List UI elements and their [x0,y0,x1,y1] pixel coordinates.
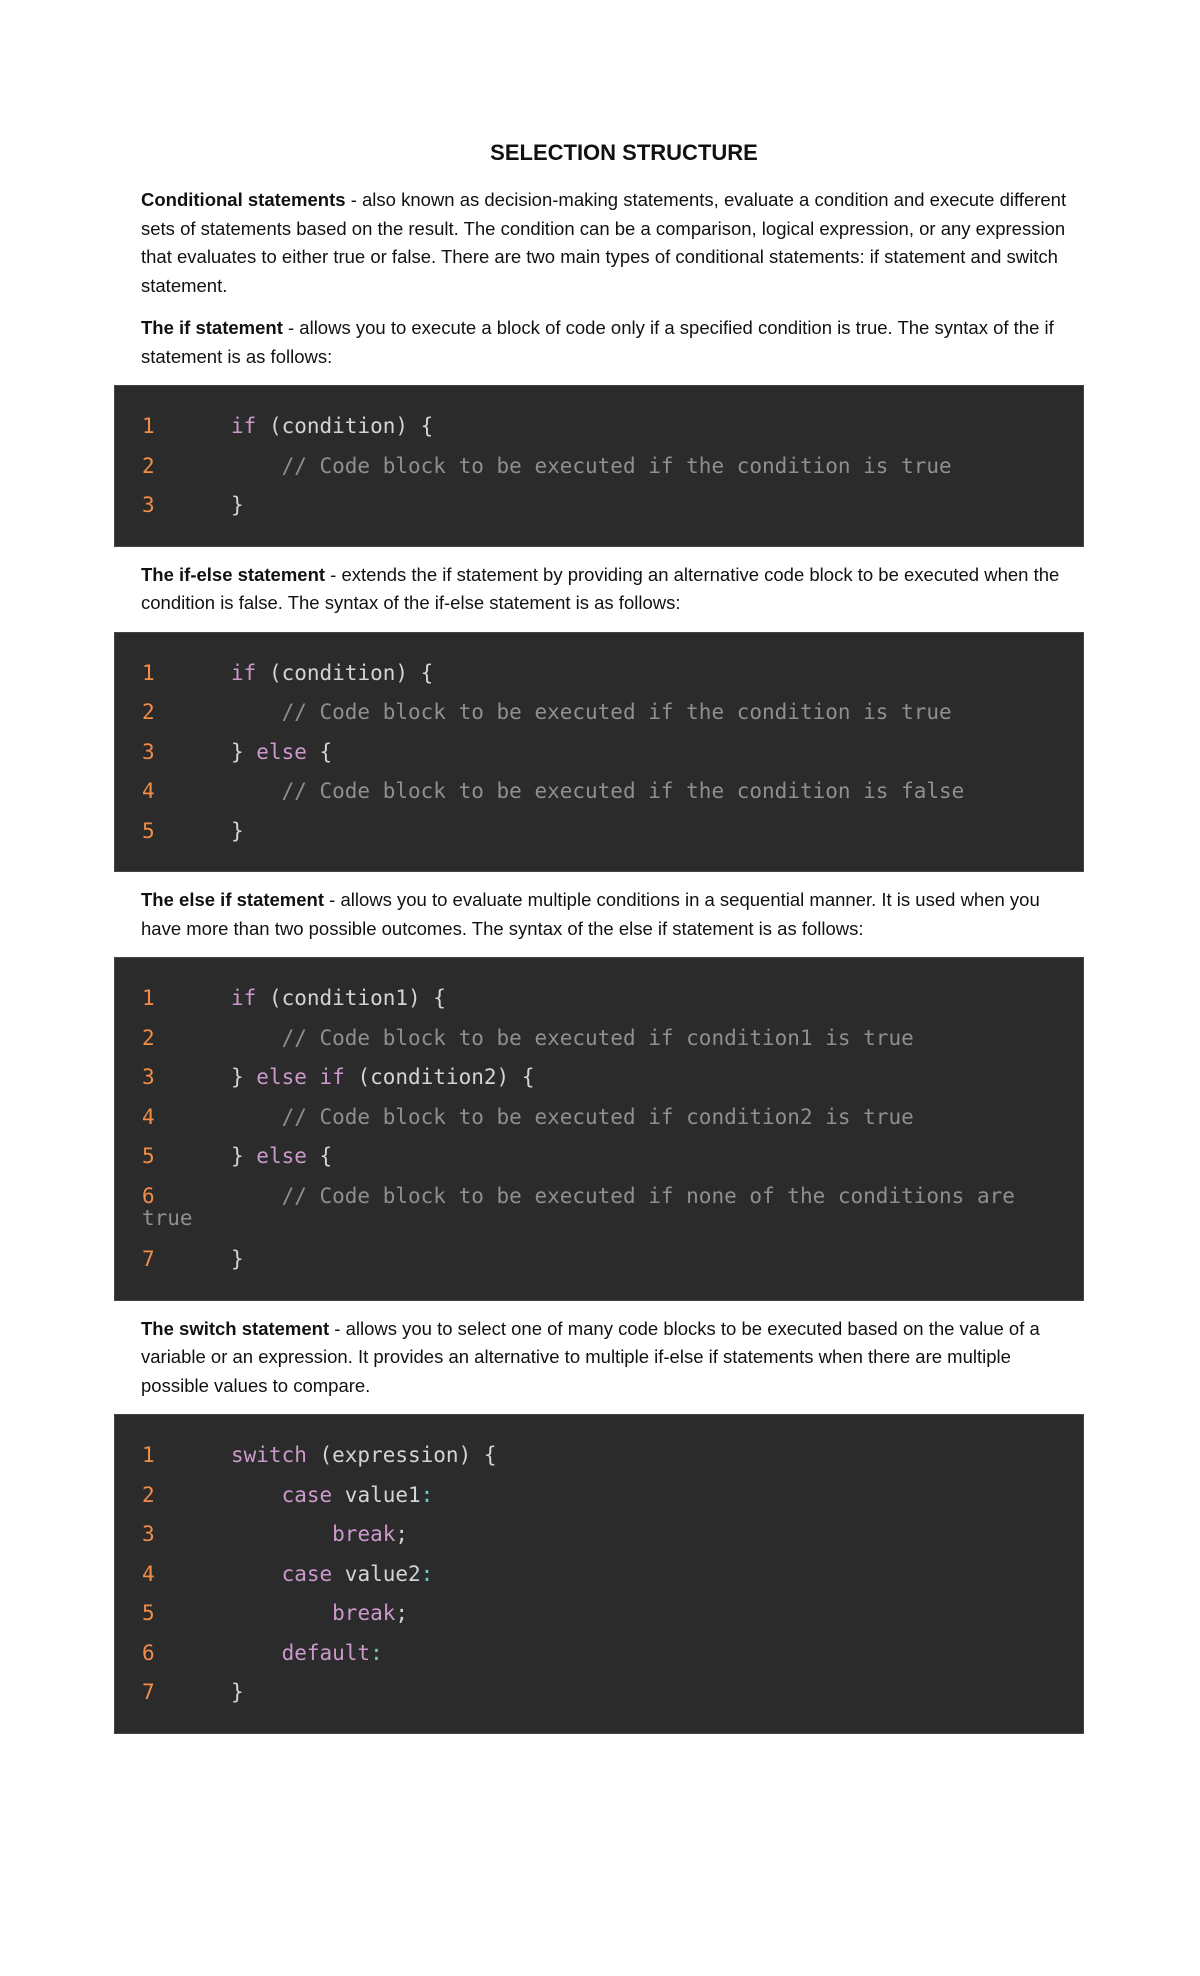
if-else-statement-description: - extends the if statement by providing an alternative code block to be executed when the condition is false. The syntax of the if-else statement is as follows: [141,563,1060,613]
if-else-statement-code-block [114,632,1084,873]
if-statement-code-block [114,385,1084,547]
code-text [231,812,244,852]
line-number: 1 [142,660,155,685]
intro-paragraph [141,186,1071,300]
line-number: 1 [142,1443,155,1467]
code-text [231,1673,244,1713]
line-number: 5 [142,1144,155,1168]
code-token: { [306,1144,333,1168]
if-statement-description: - allows you to execute a block of code only if a specified condition is true. The syntax of the if statement is as follows: [141,317,1054,367]
code-line [115,1058,1083,1098]
code-line [115,654,1083,694]
code-token: } [231,493,244,517]
line-number: 4 [142,1561,155,1586]
intro-term: Conditional statements [141,189,346,210]
code-token: { [306,739,333,764]
line-number: 7 [142,1247,155,1271]
code-line [115,1515,1083,1555]
code-line-wrap: true [142,1206,193,1230]
switch-statement-paragraph [141,1315,1071,1401]
code-line [115,1098,1083,1138]
code-line [115,1137,1083,1177]
code-keyword: case [281,1561,333,1586]
code-token: : [420,1561,434,1586]
else-if-statement-paragraph [141,886,1071,943]
code-line [115,979,1083,1019]
if-statement-term: The if statement [141,317,283,338]
line-number: 3 [142,1522,155,1546]
code-text [231,447,952,487]
if-statement-paragraph [141,314,1071,371]
line-number: 1 [142,986,155,1010]
code-text [231,654,433,694]
code-line [115,1436,1083,1476]
code-line [115,1240,1083,1280]
code-keyword: if [231,660,257,685]
code-line [115,407,1083,447]
code-text [231,1058,534,1098]
code-text [231,1634,383,1674]
line-number: 6 [142,1640,155,1665]
code-keyword: else [256,739,307,764]
intro-text: - also known as decision-making statements, evaluate a condition and execute different sets of statements based on the result. The condition can be a comparison, logical expression, or any expression that evaluates to either true or false. There are two main types of conditional statements: if statement and switch statement. [141,189,1067,296]
code-text [231,1594,408,1634]
line-number: 3 [142,739,155,764]
code-line [115,486,1083,526]
code-text [231,1240,244,1280]
code-line [115,1555,1083,1595]
code-text [231,1098,914,1138]
else-if-statement-code-block [114,957,1084,1301]
code-text [231,1137,332,1177]
switch-statement-code-block [114,1414,1084,1734]
code-line [115,1634,1083,1674]
code-keyword: switch [231,1443,307,1467]
line-number: 4 [142,779,155,803]
line-number: 2 [142,1025,155,1050]
if-else-statement-paragraph [141,561,1071,618]
code-comment: // Code block to be executed if none of the conditions are [281,1183,1015,1208]
code-text [231,1515,408,1555]
code-token: } [231,1680,244,1704]
code-comment: // Code block to be executed if condition1 is true [281,1025,914,1050]
code-text [231,733,332,773]
code-line [115,447,1083,487]
code-line [115,1673,1083,1713]
code-token: } [231,818,244,843]
sections-container [141,314,1071,1734]
code-line [115,1177,1083,1217]
code-token: } [231,739,257,764]
code-keyword: if [231,986,257,1010]
code-keyword: default [281,1640,371,1665]
code-text [231,1476,433,1516]
code-text [231,407,433,447]
code-comment: // Code block to be executed if the condition is true [281,700,952,724]
code-token: (condition2) { [344,1065,535,1089]
code-text [231,486,244,526]
code-token: } [231,1144,257,1168]
line-number: 3 [142,493,155,517]
else-if-statement-term: The else if statement [141,889,325,910]
code-token: } [231,1065,257,1089]
code-line [115,812,1083,852]
code-text [231,693,952,733]
line-number: 1 [142,414,155,438]
line-number: 3 [142,1065,155,1089]
code-token: (condition1) { [256,986,446,1010]
code-text [231,772,964,812]
line-number: 2 [142,453,155,478]
switch-statement-term: The switch statement [141,1317,330,1339]
code-token: (condition) { [256,660,434,685]
line-number: 4 [142,1104,155,1129]
code-token: value2 [332,1561,421,1586]
code-line [115,1476,1083,1516]
switch-statement-description: - allows you to select one of many code blocks to be executed based on the value of a variable or an expression. It provides an alternative to multiple if-else if statements when there are multiple possible values to compare. [141,1317,1040,1396]
line-number: 5 [142,1601,155,1625]
page-title: SELECTION STRUCTURE [490,140,758,165]
code-line [115,1019,1083,1059]
code-keyword: else [256,1144,307,1168]
line-number: 6 [142,1183,155,1208]
code-line [115,733,1083,773]
code-comment: // Code block to be executed if condition2 is true [281,1104,914,1129]
code-keyword: else if [256,1065,345,1089]
code-token: } [231,1247,244,1271]
line-number: 2 [142,700,155,724]
code-keyword: break [332,1522,396,1546]
code-keyword: case [281,1482,333,1507]
code-comment: // Code block to be executed if the condition is false [281,779,965,803]
else-if-statement-description: - allows you to evaluate multiple conditions in a sequential manner. It is used when you have more than two possible outcomes. The syntax of the else if statement is as follows: [141,889,1040,939]
code-token: : [370,1640,383,1665]
code-token: ; [395,1522,409,1546]
code-line [115,772,1083,812]
code-text [231,1019,914,1059]
code-text [231,1177,1015,1217]
code-comment: // Code block to be executed if the condition is true [281,453,952,478]
code-line [115,693,1083,733]
code-token: ; [395,1601,409,1625]
line-number: 7 [142,1680,155,1704]
code-keyword: break [332,1601,396,1625]
code-text [231,1436,497,1476]
code-token: value1 [332,1482,421,1507]
code-text [231,1555,433,1595]
code-token: (expression) { [306,1443,497,1467]
code-keyword: if [231,414,257,438]
code-token: (condition) { [256,414,434,438]
line-number: 5 [142,818,155,843]
code-token: : [420,1482,434,1507]
code-text [231,979,446,1019]
document-content [141,140,1071,1748]
if-else-statement-term: The if-else statement [141,563,326,585]
line-number: 2 [142,1482,155,1507]
code-line [115,1594,1083,1634]
